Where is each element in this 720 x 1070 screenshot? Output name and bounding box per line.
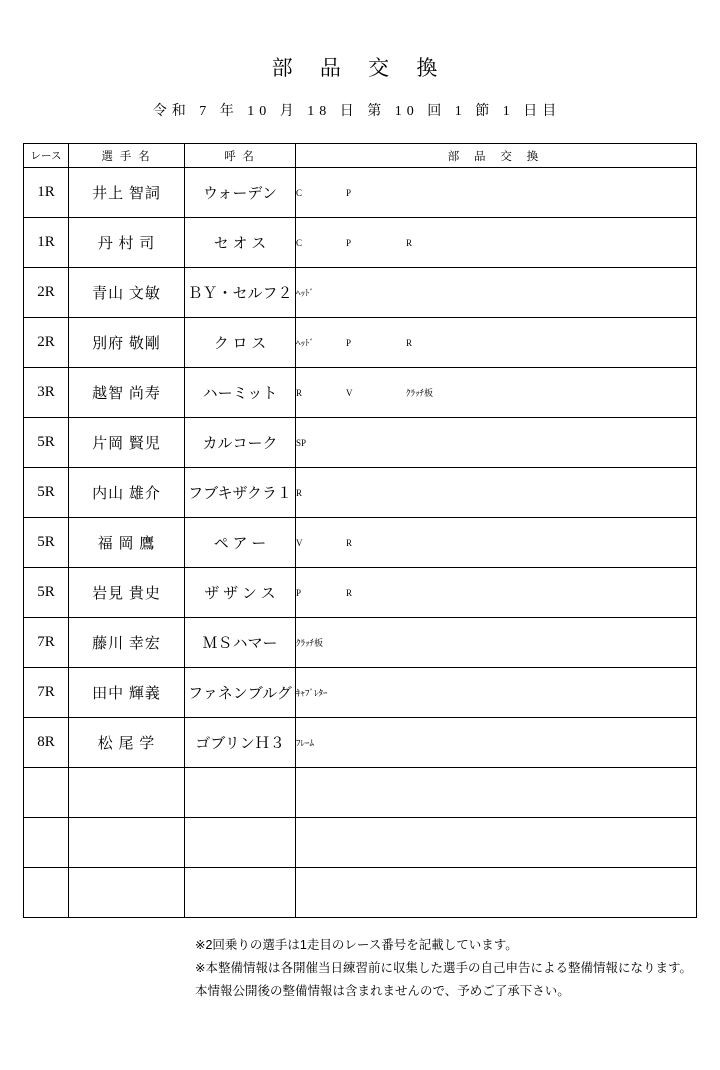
part-item: R bbox=[346, 587, 353, 598]
cell-boat-name: ウォーデン bbox=[185, 168, 296, 218]
cell-parts-exchange bbox=[296, 568, 697, 618]
page-title: 部 品 交 換 bbox=[271, 56, 449, 80]
part-item: ﾌﾚｰﾑ bbox=[296, 738, 315, 748]
cell-boat-name: フブキザクラ１ bbox=[185, 468, 296, 518]
cell-parts-exchange bbox=[296, 318, 697, 368]
cell-race: 7R bbox=[24, 668, 69, 718]
cell-racer-name: 片岡 賢児 bbox=[69, 418, 185, 468]
parts-list bbox=[296, 636, 696, 649]
table-row bbox=[24, 718, 697, 768]
column-header-boat-name: 呼 名 bbox=[185, 144, 296, 168]
cell-boat-name bbox=[185, 818, 296, 868]
cell-boat-name bbox=[185, 768, 296, 818]
column-header-race: レース bbox=[24, 144, 69, 168]
cell-parts-exchange bbox=[296, 218, 697, 268]
part-item: C bbox=[296, 237, 303, 248]
cell-racer-name: 田中 輝義 bbox=[69, 668, 185, 718]
table-row bbox=[24, 618, 697, 668]
part-item: ｸﾗｯﾁ板 bbox=[406, 388, 434, 398]
cell-parts-exchange bbox=[296, 668, 697, 718]
cell-racer-name: 別府 敬剛 bbox=[69, 318, 185, 368]
cell-boat-name: ハーミット bbox=[185, 368, 296, 418]
cell-racer-name: 松 尾 学 bbox=[69, 718, 185, 768]
cell-parts-exchange bbox=[296, 768, 697, 818]
table-row bbox=[24, 368, 697, 418]
cell-racer-name bbox=[69, 868, 185, 918]
cell-race: 5R bbox=[24, 568, 69, 618]
cell-parts-exchange bbox=[296, 518, 697, 568]
table-row bbox=[24, 318, 697, 368]
cell-race: 2R bbox=[24, 318, 69, 368]
table-row bbox=[24, 218, 697, 268]
cell-boat-name: ペ ア ー bbox=[185, 518, 296, 568]
part-item: P bbox=[346, 337, 352, 348]
part-item: R bbox=[296, 387, 303, 398]
cell-boat-name: ＢＹ・セルフ２ bbox=[185, 268, 296, 318]
parts-list bbox=[296, 386, 696, 399]
cell-race: 8R bbox=[24, 718, 69, 768]
parts-list bbox=[296, 588, 696, 598]
cell-racer-name bbox=[69, 768, 185, 818]
part-item: C bbox=[296, 187, 303, 198]
cell-race: 1R bbox=[24, 218, 69, 268]
column-header-parts-exchange: 部 品 交 換 bbox=[296, 144, 697, 168]
part-item: ｷｬﾌﾞﾚﾀｰ bbox=[296, 688, 328, 698]
cell-boat-name: ゴブリンＨ３ bbox=[185, 718, 296, 768]
parts-exchange-table bbox=[23, 143, 697, 918]
part-item: R bbox=[296, 487, 303, 498]
cell-racer-name: 岩見 貴史 bbox=[69, 568, 185, 618]
parts-list bbox=[296, 686, 696, 699]
parts-list bbox=[296, 488, 696, 498]
cell-racer-name bbox=[69, 818, 185, 868]
cell-parts-exchange bbox=[296, 618, 697, 668]
table-row bbox=[24, 268, 697, 318]
part-item: ﾍｯﾄﾞ bbox=[296, 338, 315, 348]
table-header bbox=[24, 144, 697, 168]
cell-boat-name: ク ロ ス bbox=[185, 318, 296, 368]
table-row bbox=[24, 768, 697, 818]
cell-race bbox=[24, 818, 69, 868]
cell-parts-exchange bbox=[296, 818, 697, 868]
notes-block bbox=[0, 934, 720, 1003]
table-row bbox=[24, 468, 697, 518]
cell-racer-name: 藤川 幸宏 bbox=[69, 618, 185, 668]
parts-list bbox=[296, 238, 696, 248]
note-line-1: ※2回乗りの選手は1走目のレース番号を記載しています。 bbox=[195, 938, 518, 952]
parts-list bbox=[296, 438, 696, 448]
cell-racer-name: 内山 雄介 bbox=[69, 468, 185, 518]
cell-racer-name: 丹 村 司 bbox=[69, 218, 185, 268]
part-item: V bbox=[346, 387, 353, 398]
cell-racer-name: 福 岡 鷹 bbox=[69, 518, 185, 568]
cell-parts-exchange bbox=[296, 368, 697, 418]
table-row bbox=[24, 868, 697, 918]
column-header-racer-name: 選 手 名 bbox=[69, 144, 185, 168]
cell-parts-exchange bbox=[296, 868, 697, 918]
table-row bbox=[24, 568, 697, 618]
part-item: ｸﾗｯﾁ板 bbox=[296, 638, 324, 648]
part-item: P bbox=[346, 237, 352, 248]
table-row bbox=[24, 168, 697, 218]
cell-boat-name: ザ ザ ン ス bbox=[185, 568, 296, 618]
cell-parts-exchange bbox=[296, 418, 697, 468]
part-item: P bbox=[296, 587, 302, 598]
cell-parts-exchange bbox=[296, 268, 697, 318]
cell-race: 5R bbox=[24, 418, 69, 468]
part-item: R bbox=[406, 337, 413, 348]
part-item: V bbox=[296, 537, 303, 548]
cell-racer-name: 井上 智詞 bbox=[69, 168, 185, 218]
parts-list bbox=[296, 538, 696, 548]
cell-race: 2R bbox=[24, 268, 69, 318]
cell-racer-name: 越智 尚寿 bbox=[69, 368, 185, 418]
table-row bbox=[24, 518, 697, 568]
part-item: R bbox=[406, 237, 413, 248]
cell-parts-exchange bbox=[296, 468, 697, 518]
part-item: ﾍｯﾄﾞ bbox=[296, 288, 315, 298]
parts-list bbox=[296, 336, 696, 349]
cell-boat-name: カルコーク bbox=[185, 418, 296, 468]
document-page bbox=[0, 52, 720, 1070]
note-line-2: ※本整備情報は各開催当日練習前に収集した選手の自己申告による整備情報になります。 bbox=[195, 961, 692, 976]
cell-race: 5R bbox=[24, 518, 69, 568]
cell-boat-name: セ オ ス bbox=[185, 218, 296, 268]
table-row bbox=[24, 818, 697, 868]
page-subtitle: 令和 7 年 10 月 18 日 第 10 回 1 節 1 日目 bbox=[152, 104, 562, 119]
table-row bbox=[24, 668, 697, 718]
cell-race: 7R bbox=[24, 618, 69, 668]
part-item: SP bbox=[296, 437, 307, 448]
cell-parts-exchange bbox=[296, 718, 697, 768]
cell-race: 5R bbox=[24, 468, 69, 518]
cell-race: 3R bbox=[24, 368, 69, 418]
cell-race: 1R bbox=[24, 168, 69, 218]
table-body bbox=[24, 168, 697, 918]
table-header-row bbox=[24, 144, 697, 168]
note-line-3: 本情報公開後の整備情報は含まれませんので、予めご了承下さい。 bbox=[195, 984, 570, 999]
cell-race bbox=[24, 768, 69, 818]
part-item: P bbox=[346, 187, 352, 198]
cell-parts-exchange bbox=[296, 168, 697, 218]
parts-list bbox=[296, 286, 696, 299]
parts-list bbox=[296, 736, 696, 749]
cell-race bbox=[24, 868, 69, 918]
part-item: R bbox=[346, 537, 353, 548]
cell-boat-name: ＭＳハマー bbox=[185, 618, 296, 668]
table-row bbox=[24, 418, 697, 468]
parts-list bbox=[296, 188, 696, 198]
cell-boat-name: ファネンブルグ bbox=[185, 668, 296, 718]
cell-boat-name bbox=[185, 868, 296, 918]
cell-racer-name: 青山 文敏 bbox=[69, 268, 185, 318]
